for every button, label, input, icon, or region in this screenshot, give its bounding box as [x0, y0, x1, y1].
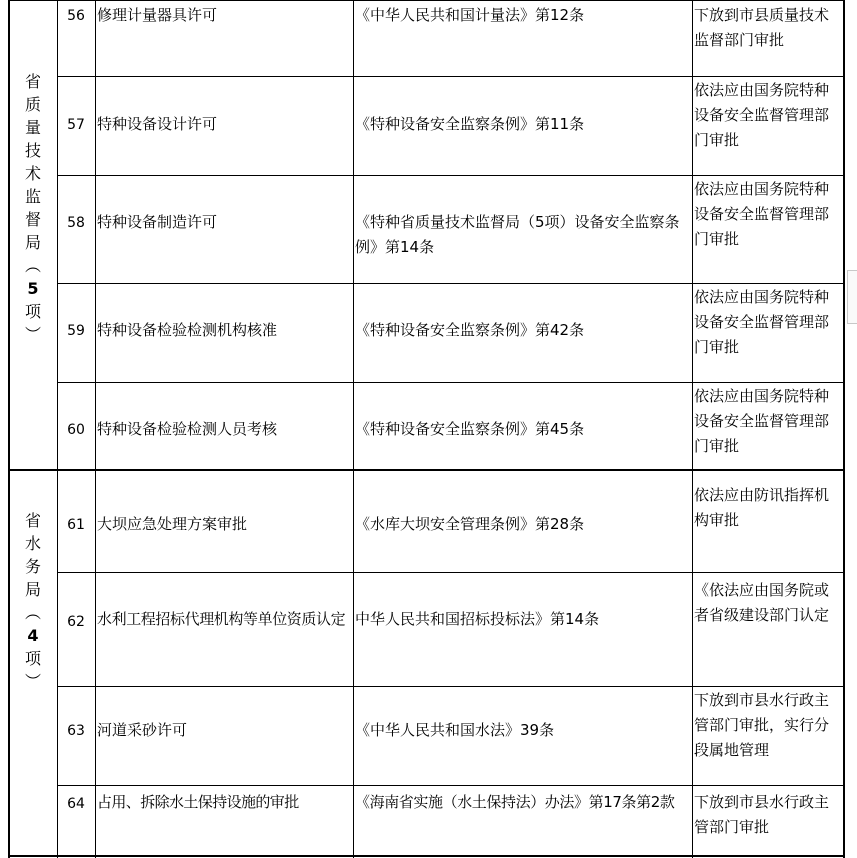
dept-label-vertical: 省 水 务 局 ︵ 4 项 ︶ [24, 511, 41, 691]
table-border-left [8, 0, 10, 858]
handling-note: 依法应由国务院特种设备安全监督管理部门审批 [694, 180, 830, 248]
legal-basis: 中华人民共和国招标投标法》第14条 [355, 610, 600, 628]
item-name: 特种设备设计许可 [97, 115, 218, 133]
handling-note: 《依法应由国务院或者省级建设部门认定 [694, 581, 830, 624]
item-name: 大坝应急处理方案审批 [97, 515, 248, 533]
legal-basis: 《中华人民共和国水法》39条 [355, 721, 555, 739]
column-divider [57, 0, 58, 858]
dept-cell-quality-supervision [10, 0, 56, 468]
handling-note: 下放到市县水行政主管部门审批 [694, 793, 830, 836]
row-divider [8, 0, 845, 1]
item-name: 特种设备制造许可 [97, 213, 218, 231]
legal-basis: 《水库大坝安全管理条例》第28条 [355, 515, 585, 533]
row-number: 62 [67, 614, 85, 630]
row-divider [57, 572, 845, 573]
row-number: 61 [67, 517, 85, 533]
row-number: 56 [67, 8, 85, 24]
legal-basis: 《特种设备安全监察条例》第42条 [355, 321, 585, 339]
row-divider [57, 175, 845, 176]
handling-note: 下放到市县水行政主管部门审批，实行分段属地管理 [694, 691, 830, 759]
row-number: 60 [67, 422, 85, 438]
handling-note: 依法应由国务院特种设备安全监督管理部门审批 [694, 81, 830, 149]
column-divider [692, 0, 693, 858]
row-number: 59 [67, 323, 85, 339]
table-border-bottom [8, 855, 845, 857]
dept-cell-water-affairs [10, 471, 56, 858]
item-name: 水利工程招标代理机构等单位资质认定 [97, 610, 346, 628]
legal-basis: 《特种省质量技术监督局（5项）设备安全监察条例》第14条 [355, 213, 680, 256]
row-divider [57, 686, 845, 687]
item-name: 特种设备检验检测机构核准 [97, 321, 278, 339]
row-number: 63 [67, 723, 85, 739]
row-divider [57, 382, 845, 383]
handling-note: 下放到市县质量技术监督部门审批 [694, 6, 830, 49]
legal-basis: 《海南省实施（水土保持法）办法》第17条第2款 [355, 793, 675, 811]
handling-note: 依法应由防讯指挥机构审批 [694, 486, 830, 529]
table-border-right [843, 0, 845, 858]
item-name: 特种设备检验检测人员考核 [97, 420, 278, 438]
column-divider [95, 0, 96, 858]
group-divider [8, 469, 845, 471]
legal-basis: 《中华人民共和国计量法》第12条 [355, 6, 585, 24]
dept-label-vertical: 省 质 量 技 术 监 督 局 ︵ 5 项 ︶ [24, 72, 41, 344]
legal-basis: 《特种设备安全监察条例》第11条 [355, 115, 585, 133]
row-number: 57 [67, 117, 85, 133]
item-name: 占用、拆除水土保持设施的审批 [97, 793, 299, 811]
row-divider [57, 76, 845, 77]
row-divider [57, 283, 845, 284]
handling-note: 依法应由国务院特种设备安全监督管理部门审批 [694, 288, 830, 356]
handling-note: 依法应由国务院特种设备安全监督管理部门审批 [694, 387, 830, 455]
row-number: 58 [67, 215, 85, 231]
item-name: 修理计量器具许可 [97, 6, 218, 24]
column-divider [353, 0, 354, 858]
row-divider [57, 785, 845, 786]
legal-basis: 《特种设备安全监察条例》第45条 [355, 420, 585, 438]
item-name: 河道采砂许可 [97, 721, 188, 739]
scroll-edge-tab[interactable] [847, 270, 857, 324]
row-number: 64 [67, 796, 85, 812]
